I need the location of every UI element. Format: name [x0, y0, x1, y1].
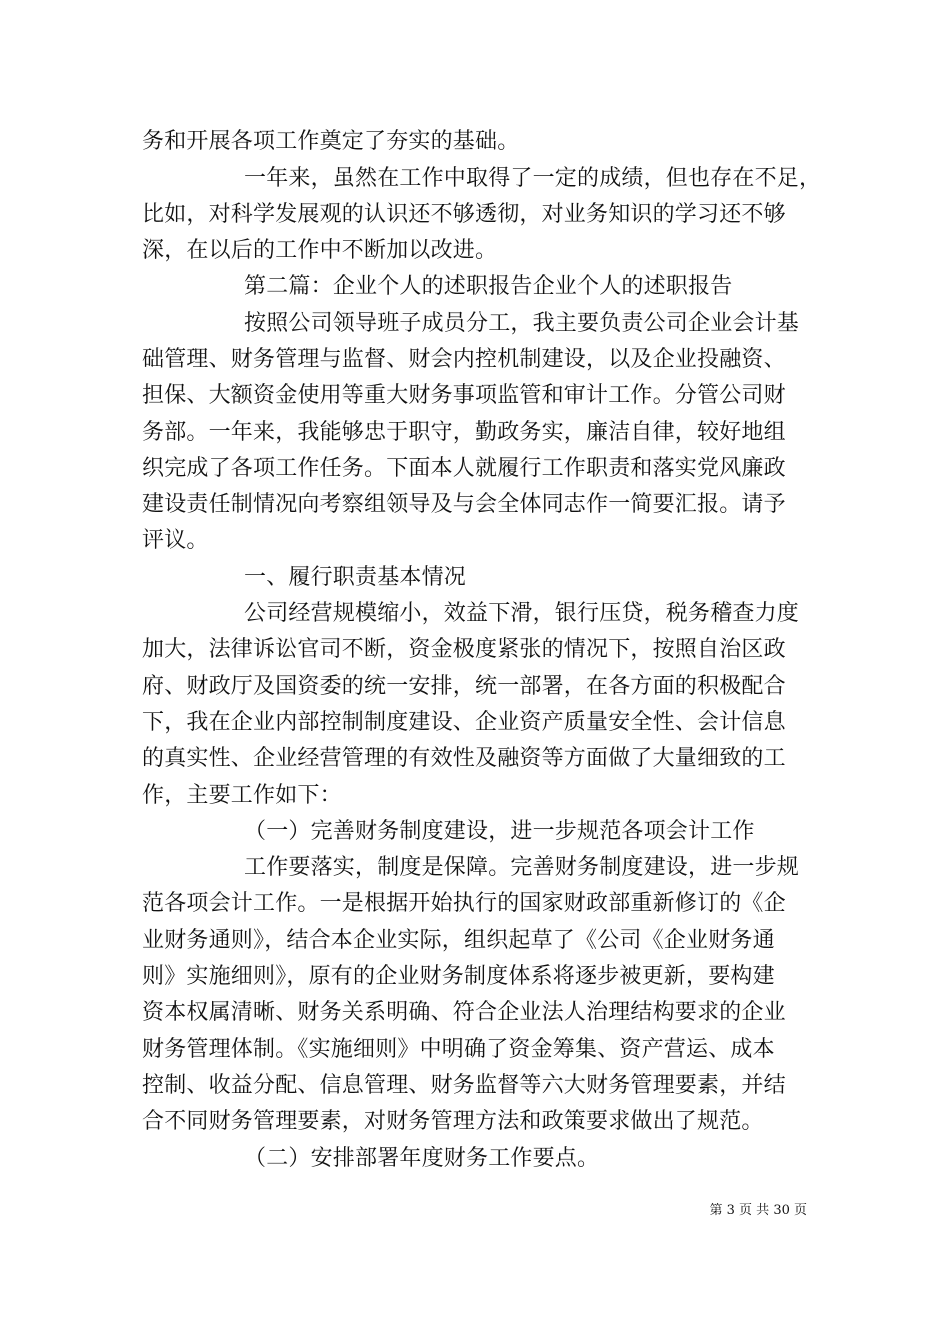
text-line: 加大，法律诉讼官司不断，资金极度紧张的情况下，按照自治区政 — [142, 637, 786, 662]
text-line: 务部。一年来，我能够忠于职守，勤政务实，廉洁自律，较好地组 — [142, 420, 786, 445]
text-line: 评议。 — [142, 528, 209, 553]
text-line: 务和开展各项工作奠定了夯实的基础。 — [142, 129, 520, 154]
text-line: 比如，对科学发展观的认识还不够透彻，对业务知识的学习还不够 — [142, 202, 786, 227]
text-line: 公司经营规模缩小，效益下滑，银行压贷，税务稽查力度 — [244, 601, 800, 626]
text-line: 工作要落实，制度是保障。完善财务制度建设，进一步规 — [244, 855, 800, 880]
text-line: 控制、收益分配、信息管理、财务监督等六大财务管理要素，并结 — [142, 1073, 786, 1098]
text-line: 深，在以后的工作中不断加以改进。 — [142, 238, 498, 263]
subsection-heading: （二）安排部署年度财务工作要点。 — [244, 1146, 600, 1171]
text-line: 担保、大额资金使用等重大财务事项监管和审计工作。分管公司财 — [142, 383, 786, 408]
subsection-heading: （一）完善财务制度建设，进一步规范各项会计工作 — [244, 819, 755, 844]
text-line: 建设责任制情况向考察组领导及与会全体同志作一简要汇报。请予 — [142, 492, 786, 517]
text-line: 的真实性、企业经营管理的有效性及融资等方面做了大量细致的工 — [142, 746, 786, 771]
text-line: 府、财政厅及国资委的统一安排，统一部署，在各方面的积极配合 — [142, 674, 786, 699]
text-line: 作，主要工作如下： — [142, 783, 342, 808]
section-heading: 一、履行职责基本情况 — [244, 565, 467, 590]
text-line: 则》实施细则》，原有的企业财务制度体系将逐步被更新，要构建 — [142, 964, 775, 989]
text-line: 下，我在企业内部控制制度建设、企业资产质量安全性、会计信息 — [142, 710, 786, 735]
text-line: 资本权属清晰、财务关系明确、符合企业法人治理结构要求的企业 — [142, 1000, 786, 1025]
section-heading: 第二篇：企业个人的述职报告企业个人的述职报告 — [244, 274, 733, 299]
text-line: 按照公司领导班子成员分工，我主要负责公司企业会计基 — [244, 311, 800, 336]
text-line: 财务管理体制。《实施细则》中明确了资金筹集、资产营运、成本 — [142, 1037, 775, 1062]
text-line: 范各项会计工作。一是根据开始执行的国家财政部重新修订的《企 — [142, 891, 786, 916]
text-line: 础管理、财务管理与监督、财会内控机制建设，以及企业投融资、 — [142, 347, 786, 372]
text-line: 合不同财务管理要素，对财务管理方法和政策要求做出了规范。 — [142, 1109, 764, 1134]
page-number: 第 3 页 共 30 页 — [709, 1203, 807, 1218]
text-line: 业财务通则》，结合本企业实际，组织起草了《公司《企业财务通 — [142, 928, 775, 953]
text-line: 织完成了各项工作任务。下面本人就履行工作职责和落实党风廉政 — [142, 456, 786, 481]
text-line: 一年来，虽然在工作中取得了一定的成绩，但也存在不足， — [244, 166, 822, 191]
